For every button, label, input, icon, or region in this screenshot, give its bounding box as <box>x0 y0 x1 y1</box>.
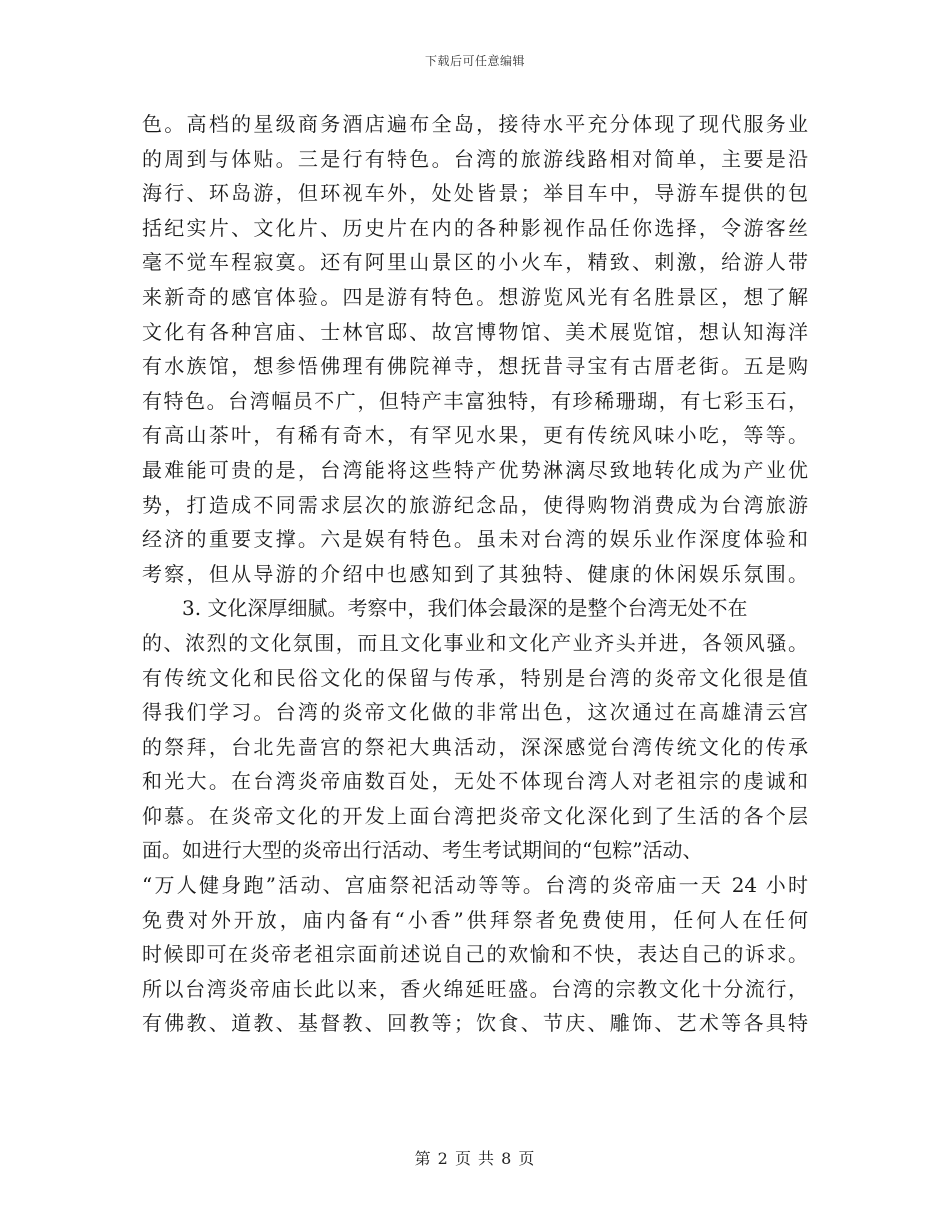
page-header: 下载后可任意编辑 <box>424 54 525 68</box>
text-line: 的祭拜，台北先啬宫的祭祀大典活动，深深感觉台湾传统文化的传承 <box>142 734 808 759</box>
text-line: 文化有各种宫庙、士林官邸、故宫博物馆、美术展览馆，想认知海洋 <box>142 319 808 344</box>
body-text <box>142 107 808 1041</box>
text-line: 仰慕。在炎帝文化的开发上面台湾把炎帝文化深化到了生活的各个层 <box>142 803 808 828</box>
text-line: “万人健身跑”活动、宫庙祭祀活动等等。台湾的炎帝庙一天 24 小时 <box>142 873 808 898</box>
text-line: 所以台湾炎帝庙长此以来，香火绵延旺盛。台湾的宗教文化十分流行， <box>142 976 808 1001</box>
section-heading-line: 3. 文化深厚细腻。考察中，我们体会最深的是整个台湾无处不在 <box>182 596 748 621</box>
text-line: 经济的重要支撑。六是娱有特色。虽未对台湾的娱乐业作深度体验和 <box>142 527 808 552</box>
text-line: 得我们学习。台湾的炎帝文化做的非常出色，这次通过在高雄清云宫 <box>142 700 808 725</box>
text-line: 最难能可贵的是，台湾能将这些特产优势淋漓尽致地转化成为产业优 <box>142 457 808 482</box>
text-line: 有传统文化和民俗文化的保留与传承，特别是台湾的炎帝文化很是值 <box>142 665 808 690</box>
text-line: 有水族馆，想参悟佛理有佛院禅寺，想抚昔寻宝有古厝老街。五是购 <box>142 354 808 379</box>
text-line: 时候即可在炎帝老祖宗面前述说自己的欢愉和不快，表达自己的诉求。 <box>142 942 808 967</box>
page-footer: 第 2 页 共 8 页 <box>414 1149 536 1168</box>
text-line: 势，打造成不同需求层次的旅游纪念品，使得购物消费成为台湾旅游 <box>142 492 808 517</box>
text-line: 的周到与体贴。三是行有特色。台湾的旅游线路相对简单，主要是沿 <box>142 146 808 171</box>
text-line: 的、浓烈的文化氛围，而且文化事业和文化产业齐头并进，各领风骚。 <box>142 630 808 655</box>
text-line: 面。如进行大型的炎帝出行活动、考生考试期间的“包粽”活动、 <box>142 838 703 863</box>
text-line: 有特色。台湾幅员不广，但特产丰富独特，有珍稀珊瑚，有七彩玉石， <box>142 388 808 413</box>
text-line: 海行、环岛游，但环视车外，处处皆景；举目车中，导游车提供的包 <box>142 181 808 206</box>
text-line: 有高山茶叶，有稀有奇木，有罕见水果，更有传统风味小吃，等等。 <box>142 423 808 448</box>
text-line: 考察，但从导游的介绍中也感知到了其独特、健康的休闲娱乐氛围。 <box>142 561 808 586</box>
text-line: 毫不觉车程寂寞。还有阿里山景区的小火车，精致、刺激，给游人带 <box>142 250 808 275</box>
text-line: 色。高档的星级商务酒店遍布全岛，接待水平充分体现了现代服务业 <box>142 112 808 136</box>
text-line: 括纪实片、文化片、历史片在内的各种影视作品任你选择，令游客丝 <box>142 215 808 240</box>
text-line: 来新奇的感官体验。四是游有特色。想游览风光有名胜景区，想了解 <box>142 284 808 309</box>
text-line: 和光大。在台湾炎帝庙数百处，无处不体现台湾人对老祖宗的虔诚和 <box>142 769 808 794</box>
text-line: 免费对外开放，庙内备有“小香”供拜祭者免费使用，任何人在任何 <box>142 907 808 932</box>
text-line: 有佛教、道教、基督教、回教等；饮食、节庆、雕饰、艺术等各具特 <box>142 1011 808 1036</box>
